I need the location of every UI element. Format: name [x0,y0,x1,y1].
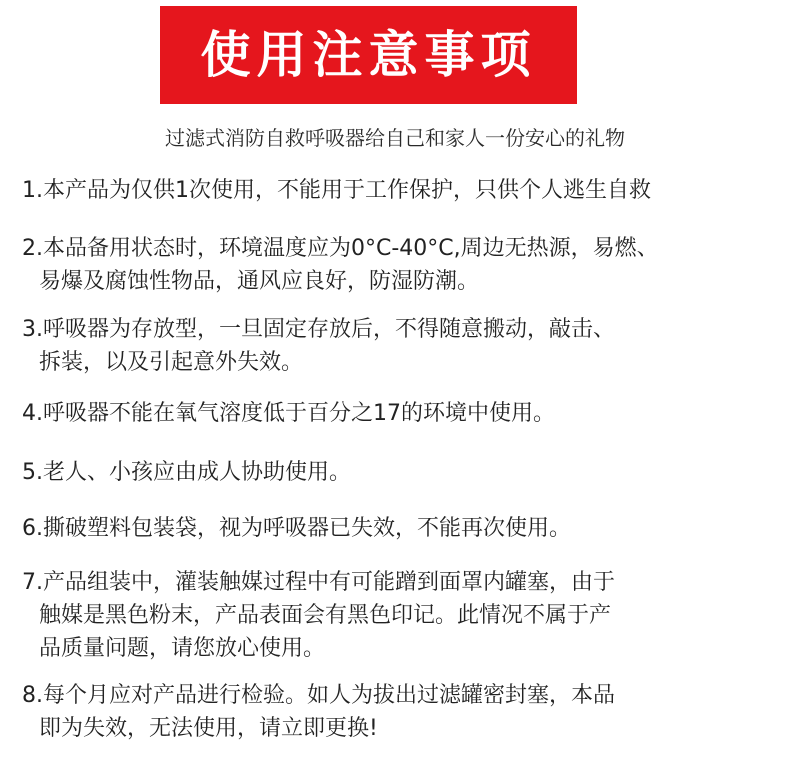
notice-line: 1.本产品为仅供1次使用，不能用于工作保护，只供个人逃生自救 [22,178,651,203]
notice-item-8 [22,679,782,745]
notice-item-3 [22,313,782,379]
notice-line: 6.撕破塑料包装袋，视为呼吸器已失效，不能再次使用。 [22,516,571,541]
notice-item-2 [22,232,782,298]
notice-line: 易爆及腐蚀性物品，通风应良好，防湿防潮。 [39,269,480,294]
notice-line: 拆装，以及引起意外失效。 [39,350,304,375]
notice-line: 3.呼吸器为存放型，一旦固定存放后，不得随意搬动，敲击、 [22,317,615,342]
notice-item-6 [22,512,782,545]
notice-line: 7.产品组装中，灌装触媒过程中有可能蹭到面罩内罐塞，由于 [22,570,615,595]
notice-line: 4.呼吸器不能在氧气溶度低于百分之17的环境中使用。 [22,401,555,426]
subtitle: 过滤式消防自救呼吸器给自己和家人一份安心的礼物 [165,126,625,150]
notice-line: 品质量问题，请您放心使用。 [39,636,326,661]
notice-line: 8.每个月应对产品进行检验。如人为拔出过滤罐密封塞，本品 [22,683,615,708]
notice-line: 触媒是黑色粉末，产品表面会有黑色印记。此情况不属于产 [39,603,612,628]
notice-item-5 [22,456,782,489]
title-banner [160,6,577,104]
notice-line: 即为失效，无法使用，请立即更换! [39,716,378,741]
notice-item-4 [22,397,782,430]
notice-item-1 [22,174,782,207]
notice-item-7 [22,566,782,665]
notice-line: 5.老人、小孩应由成人协助使用。 [22,460,351,485]
notice-line: 2.本品备用状态时，环境温度应为0°C-40°C,周边无热源，易燃、 [22,236,659,261]
page-title: 使用注意事项 [200,26,537,84]
